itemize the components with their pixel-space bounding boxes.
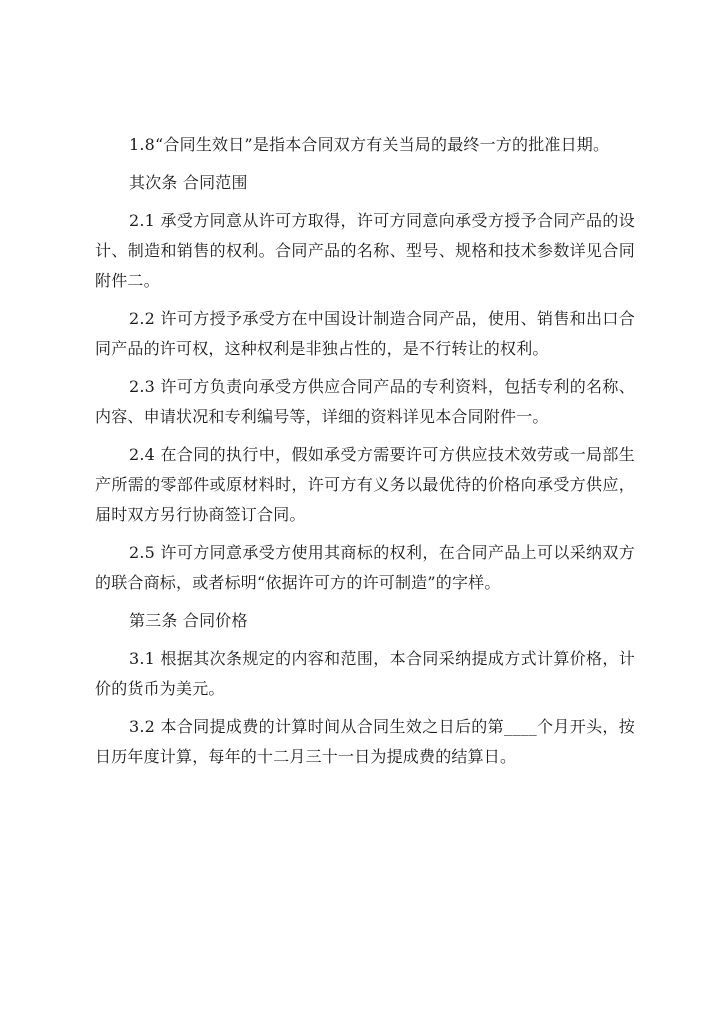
clause-2-5: 2.5 许可方同意承受方使用其商标的权利，在合同产品上可以采纳双方的联合商标，或者标明“依据许可方的许可制造”的字样。 <box>95 543 635 592</box>
clause-2-2: 2.2 许可方授予承受方在中国设计制造合同产品，使用、销售和出口合同产品的许可权，这种权利是非独占性的，是不行转让的权利。 <box>95 309 635 358</box>
document-body <box>95 130 635 780</box>
clause-3-1: 3.1 根据其次条规定的内容和范围，本合同采纳提成方式计算价格，计价的货币为美元。 <box>95 649 635 698</box>
article-3-heading: 第三条 合同价格 <box>129 611 248 630</box>
clause-1-8: 1.8“合同生效日”是指本合同双方有关当局的最终一方的批准日期。 <box>129 135 610 154</box>
clause-2-1: 2.1 承受方同意从许可方取得，许可方同意向承受方授予合同产品的设计、制造和销售的权利。合同产品的名称、型号、规格和技术参数详见合同附件二。 <box>95 211 635 290</box>
clause-2-4: 2.4 在合同的执行中，假如承受方需要许可方供应技术效劳或一局部生产所需的零部件或原材料时，许可方有义务以最优待的价格向承受方供应，届时双方另行协商签订合同。 <box>95 445 635 524</box>
clause-2-3: 2.3 许可方负责向承受方供应合同产品的专利资料，包括专利的名称、内容、申请状况和专利编号等，详细的资料详见本合同附件一。 <box>95 377 635 426</box>
article-2-heading: 其次条 合同范围 <box>129 173 248 192</box>
clause-3-2: 3.2 本合同提成费的计算时间从合同生效之日后的第____个月开头，按日历年度计算，每年的十二月三十一日为提成费的结算日。 <box>95 717 635 766</box>
